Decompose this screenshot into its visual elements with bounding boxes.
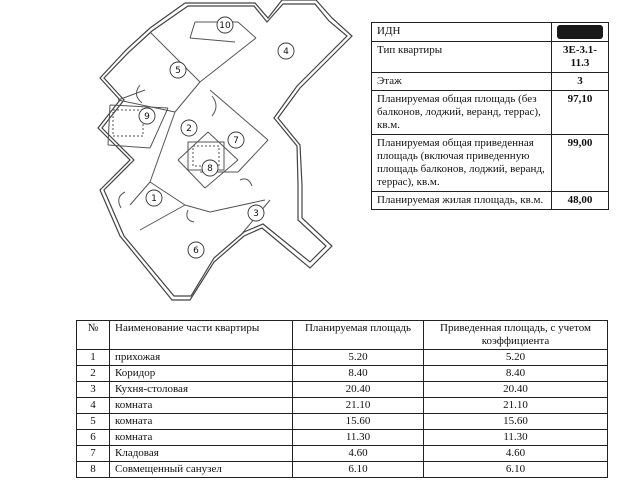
info-label: Тип квартиры xyxy=(372,42,552,73)
cell-num: 6 xyxy=(77,430,110,446)
room-label-3: 3 xyxy=(253,209,259,219)
cell-num: 1 xyxy=(77,350,110,366)
cell-area: 21.10 xyxy=(293,398,424,414)
cell-name: Совмещенный санузел xyxy=(110,462,293,478)
redaction-block xyxy=(557,25,603,39)
cell-num: 5 xyxy=(77,414,110,430)
info-value: 3 xyxy=(552,73,609,91)
info-row-reduced-area xyxy=(372,135,609,192)
cell-area: 6.10 xyxy=(293,462,424,478)
info-value: 48,00 xyxy=(552,192,609,210)
cell-area: 4.60 xyxy=(293,446,424,462)
cell-area: 11.30 xyxy=(293,430,424,446)
room-label-6: 6 xyxy=(193,246,199,256)
cell-area: 5.20 xyxy=(293,350,424,366)
table-row xyxy=(77,398,608,414)
room-label-1: 1 xyxy=(151,194,157,204)
cell-num: 7 xyxy=(77,446,110,462)
header-reduced-area: Приведенная площадь, с учетом коэффициента xyxy=(424,321,608,350)
header-name: Наименование части квартиры xyxy=(110,321,293,350)
rooms-table xyxy=(76,320,608,478)
info-row-type xyxy=(372,42,609,73)
apartment-info-table xyxy=(371,22,609,210)
header-num: № xyxy=(77,321,110,350)
info-row-living-area xyxy=(372,192,609,210)
info-label: Планируемая общая площадь (без балконов, лоджий, веранд, террас), кв.м. xyxy=(372,91,552,135)
cell-name: Кладовая xyxy=(110,446,293,462)
table-row xyxy=(77,350,608,366)
cell-name: прихожая xyxy=(110,350,293,366)
table-row xyxy=(77,366,608,382)
cell-reduced: 21.10 xyxy=(424,398,608,414)
cell-name: комната xyxy=(110,430,293,446)
cell-reduced: 11.30 xyxy=(424,430,608,446)
cell-reduced: 4.60 xyxy=(424,446,608,462)
cell-reduced: 5.20 xyxy=(424,350,608,366)
room-label-7: 7 xyxy=(233,136,239,146)
cell-reduced: 6.10 xyxy=(424,462,608,478)
info-value-redacted xyxy=(552,23,609,42)
cell-area: 8.40 xyxy=(293,366,424,382)
info-row-floor xyxy=(372,73,609,91)
room-label-4: 4 xyxy=(283,47,289,57)
header-area: Планируемая площадь xyxy=(293,321,424,350)
table-row xyxy=(77,462,608,478)
cell-name: Коридор xyxy=(110,366,293,382)
room-label-9: 9 xyxy=(144,112,150,122)
room-label-2: 2 xyxy=(186,124,192,134)
floor-plan xyxy=(0,0,360,310)
cell-reduced: 15.60 xyxy=(424,414,608,430)
cell-area: 15.60 xyxy=(293,414,424,430)
info-label: Планируемая общая приведенная площадь (включая приведенную площадь балконов, лоджий, веранд, террас), кв.м. xyxy=(372,135,552,192)
info-value: 97,10 xyxy=(552,91,609,135)
room-label-10: 10 xyxy=(219,21,231,31)
info-row-idn xyxy=(372,23,609,42)
table-row xyxy=(77,414,608,430)
info-row-total-area xyxy=(372,91,609,135)
room-label-5: 5 xyxy=(175,66,181,76)
cell-num: 3 xyxy=(77,382,110,398)
info-value: 3Е-3.1-11.3 xyxy=(552,42,609,73)
cell-num: 2 xyxy=(77,366,110,382)
cell-name: комната xyxy=(110,414,293,430)
table-row xyxy=(77,430,608,446)
cell-num: 8 xyxy=(77,462,110,478)
table-row xyxy=(77,446,608,462)
table-row xyxy=(77,382,608,398)
cell-name: комната xyxy=(110,398,293,414)
cell-area: 20.40 xyxy=(293,382,424,398)
info-value: 99,00 xyxy=(552,135,609,192)
rooms-header-row xyxy=(77,321,608,350)
cell-num: 4 xyxy=(77,398,110,414)
info-label: ИДН xyxy=(372,23,552,42)
cell-reduced: 20.40 xyxy=(424,382,608,398)
cell-reduced: 8.40 xyxy=(424,366,608,382)
info-label: Планируемая жилая площадь, кв.м. xyxy=(372,192,552,210)
room-label-8: 8 xyxy=(207,164,213,174)
cell-name: Кухня-столовая xyxy=(110,382,293,398)
info-label: Этаж xyxy=(372,73,552,91)
